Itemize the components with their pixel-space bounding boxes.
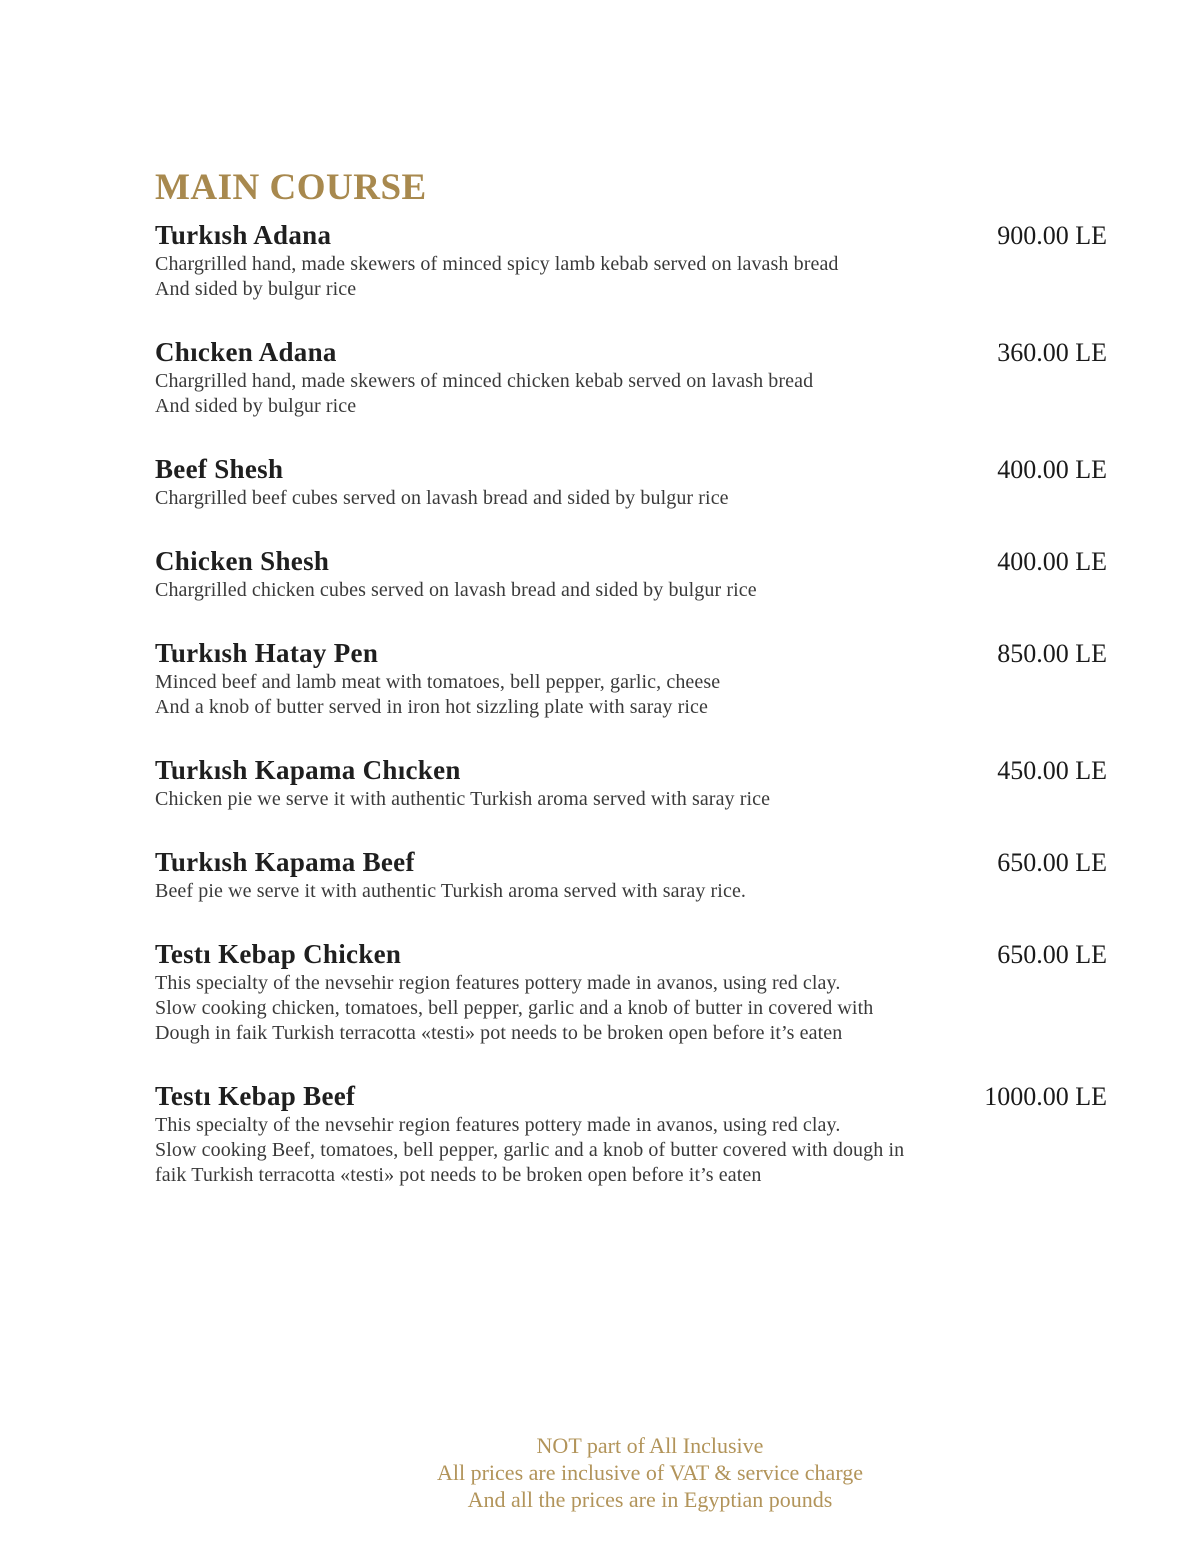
menu-content — [155, 166, 1107, 1222]
item-head — [155, 938, 1107, 971]
item-price: 360.00 LE — [997, 338, 1107, 367]
item-price: 400.00 LE — [997, 455, 1107, 484]
menu-item — [155, 545, 1107, 603]
item-head — [155, 545, 1107, 578]
menu-item — [155, 846, 1107, 904]
item-description-line: This specialty of the nevsehir region features pottery made in avanos, using red clay. — [155, 972, 841, 994]
item-head — [155, 754, 1107, 787]
item-name: Turkısh Hatay Pen — [155, 638, 379, 668]
footer-line: NOT part of All Inclusive — [536, 1433, 764, 1458]
item-head — [155, 453, 1107, 486]
footer-line: And all the prices are in Egyptian pounds — [467, 1487, 833, 1512]
footer-line: All prices are inclusive of VAT & service charge — [436, 1460, 864, 1485]
item-price: 400.00 LE — [997, 547, 1107, 576]
item-description-line: And a knob of butter served in iron hot sizzling plate with saray rice — [155, 696, 708, 718]
menu-item — [155, 1080, 1107, 1188]
item-name: Testı Kebap Beef — [155, 1081, 356, 1111]
menu-item — [155, 336, 1107, 419]
item-price: 1000.00 LE — [984, 1082, 1107, 1111]
item-description-line: This specialty of the nevsehir region features pottery made in avanos, using red clay. — [155, 1114, 841, 1136]
item-description-line: Chargrilled hand, made skewers of minced spicy lamb kebab served on lavash bread — [155, 253, 839, 275]
item-description-line: Chargrilled hand, made skewers of minced chicken kebab served on lavash bread — [155, 370, 814, 392]
item-description-line: Chargrilled beef cubes served on lavash bread and sided by bulgur rice — [155, 487, 729, 509]
menu-item — [155, 754, 1107, 812]
item-description-line: And sided by bulgur rice — [155, 278, 357, 300]
item-price: 850.00 LE — [997, 639, 1107, 668]
item-description-line: And sided by bulgur rice — [155, 395, 357, 417]
item-name: Turkısh Kapama Beef — [155, 847, 415, 877]
item-description-line: Dough in faik Turkish terracotta «testi» pot needs to be broken open before it’s eaten — [155, 1022, 843, 1044]
section-heading: MAIN COURSE — [155, 167, 427, 208]
menu-item — [155, 219, 1107, 302]
item-price: 900.00 LE — [997, 221, 1107, 250]
item-description-line: Slow cooking Beef, tomatoes, bell pepper, garlic and a knob of butter covered with dough in — [155, 1139, 905, 1161]
item-head — [155, 846, 1107, 879]
item-head — [155, 336, 1107, 369]
item-name: Chıcken Adana — [155, 337, 337, 367]
item-name: Turkısh Kapama Chıcken — [155, 755, 461, 785]
item-head — [155, 637, 1107, 670]
item-price: 650.00 LE — [997, 940, 1107, 969]
item-head — [155, 219, 1107, 252]
item-description-line: Beef pie we serve it with authentic Turkish aroma served with saray rice. — [155, 880, 747, 902]
item-description-line: Minced beef and lamb meat with tomatoes, bell pepper, garlic, cheese — [155, 671, 721, 693]
item-name: Turkısh Adana — [155, 220, 332, 250]
item-description-line: Chicken pie we serve it with authentic Turkish aroma served with saray rice — [155, 788, 771, 810]
item-price: 650.00 LE — [997, 848, 1107, 877]
item-name: Beef Shesh — [155, 454, 284, 484]
item-description-line: faik Turkish terracotta «testi» pot needs to be broken open before it’s eaten — [155, 1164, 762, 1186]
menu-footer — [0, 1432, 1200, 1513]
item-name: Testı Kebap Chicken — [155, 939, 402, 969]
item-name: Chicken Shesh — [155, 546, 330, 576]
item-head — [155, 1080, 1107, 1113]
item-price: 450.00 LE — [997, 756, 1107, 785]
menu-item — [155, 453, 1107, 511]
menu-item — [155, 938, 1107, 1046]
menu-item — [155, 637, 1107, 720]
item-description-line: Chargrilled chicken cubes served on lavash bread and sided by bulgur rice — [155, 579, 757, 601]
item-description-line: Slow cooking chicken, tomatoes, bell pepper, garlic and a knob of butter in covered with — [155, 997, 874, 1019]
